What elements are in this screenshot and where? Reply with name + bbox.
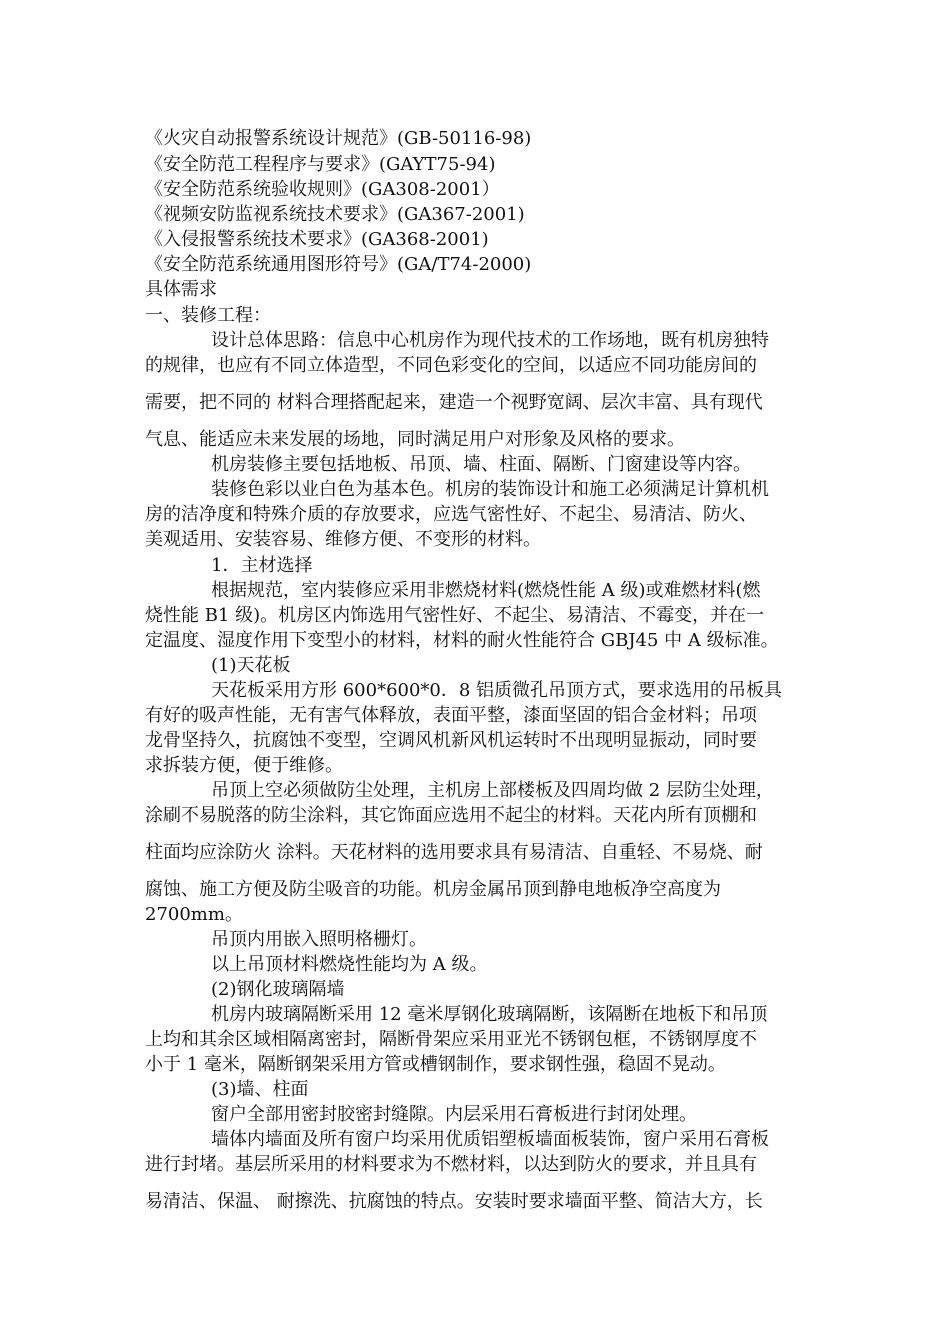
- paragraph-line: 定温度、湿度作用下变型小的材料，材料的耐火性能符合 GBJ45 中 A 级标准。: [145, 630, 779, 651]
- paragraph-line: 龙骨坚持久，抗腐蚀不变型，空调风机新风机运转时不出现明显振动，同时要: [145, 730, 757, 751]
- reference-line: 《安全防范系统通用图形符号》(GA/T74-2000): [145, 254, 532, 275]
- paragraph-line: 机房内玻璃隔断采用 12 毫米厚钢化玻璃隔断，该隔断在地板下和吊顶: [211, 1004, 768, 1025]
- paragraph-line: 上均和其余区域相隔离密封，隔断骨架应采用亚光不锈钢包框，不锈钢厚度不: [145, 1029, 757, 1050]
- paragraph-line: 机房装修主要包括地板、吊顶、墙、柱面、隔断、门窗建设等内容。: [211, 454, 751, 475]
- paragraph-line: 易清洁、保温、 耐擦洗、抗腐蚀的特点。安装时要求墙面平整、简洁大方，长: [145, 1191, 763, 1212]
- paragraph-line: 涂刷不易脱落的防尘涂料，其它饰面应选用不起尘的材料。天花内所有顶棚和: [145, 805, 757, 826]
- reference-line: 《入侵报警系统技术要求》(GA368-2001): [145, 229, 489, 250]
- paragraph-line: 根据规范，室内装修应采用非燃烧材料(燃烧性能 A 级)或难燃材料(燃: [211, 580, 761, 601]
- paragraph-line: 腐蚀、施工方便及防尘吸音的功能。机房金属吊顶到静电地板净空高度为: [145, 879, 721, 900]
- paragraph-line: 2700mm。: [145, 904, 243, 925]
- reference-line: 《安全防范工程程序与要求》(GAYT75-94): [145, 154, 496, 175]
- section-heading: 具体需求: [145, 279, 217, 300]
- paragraph-line: 的规律，也应有不同立体造型，不同色彩变化的空间，以适应不同功能房间的: [145, 355, 757, 376]
- subsection-heading: (1)天花板: [211, 655, 291, 676]
- section-heading: 一、装修工程：: [145, 305, 271, 326]
- paragraph-line: 柱面均应涂防火 涂料。天花材料的选用要求具有易清洁、自重轻、不易烧、耐: [145, 842, 763, 863]
- subsection-heading: 1．主材选择: [211, 555, 313, 576]
- reference-line: 《安全防范系统验收规则》(GA308-2001）: [145, 179, 500, 200]
- paragraph-line: 设计总体思路：信息中心机房作为现代技术的工作场地，既有机房独特: [211, 330, 769, 351]
- paragraph-line: 烧性能 B1 级)。机房区内饰选用气密性好、不起尘、易清洁、不霉变，并在一: [145, 605, 765, 626]
- subsection-heading: (2)钢化玻璃隔墙: [211, 979, 345, 1000]
- paragraph-line: 美观适用、安装容易、维修方便、不变形的材料。: [145, 529, 541, 550]
- paragraph-line: 墙体内墙面及所有窗户均采用优质铝塑板墙面板装饰，窗户采用石膏板: [211, 1129, 769, 1150]
- paragraph-line: 吊顶内用嵌入照明格栅灯。: [211, 929, 427, 950]
- paragraph-line: 求拆装方便，便于维修。: [145, 755, 343, 776]
- paragraph-line: 吊顶上空必须做防尘处理，主机房上部楼板及四周均做 2 层防尘处理，: [211, 780, 774, 801]
- paragraph-line: 装修色彩以业白色为基本色。机房的装饰设计和施工必须满足计算机机: [211, 479, 769, 500]
- paragraph-line: 房的洁净度和特殊介质的存放要求，应选气密性好、不起尘、易清洁、防火、: [145, 504, 757, 525]
- paragraph-line: 天花板采用方形 600*600*0．8 铝质微孔吊顶方式，要求选用的吊板具: [211, 680, 783, 701]
- paragraph-line: 进行封堵。基层所采用的材料要求为不燃材料，以达到防火的要求，并且具有: [145, 1154, 757, 1175]
- paragraph-line: 有好的吸声性能，无有害气体释放，表面平整，漆面坚固的铝合金材料；吊项: [145, 705, 757, 726]
- paragraph-line: 窗户全部用密封胶密封缝隙。内层采用石膏板进行封闭处理。: [211, 1104, 697, 1125]
- subsection-heading: (3)墙、柱面: [211, 1079, 309, 1100]
- paragraph-line: 气息、能适应未来发展的场地，同时满足用户对形象及风格的要求。: [145, 429, 685, 450]
- paragraph-line: 需要，把不同的 材料合理搭配起来，建造一个视野宽阔、层次丰富、具有现代: [145, 392, 763, 413]
- reference-line: 《火灾自动报警系统设计规范》(GB-50116-98): [145, 128, 532, 149]
- paragraph-line: 小于 1 毫米，隔断钢架采用方管或槽钢制作，要求钢性强，稳固不晃动。: [145, 1054, 726, 1075]
- paragraph-line: 以上吊顶材料燃烧性能均为 A 级。: [211, 954, 488, 975]
- reference-line: 《视频安防监视系统技术要求》(GA367-2001): [145, 204, 525, 225]
